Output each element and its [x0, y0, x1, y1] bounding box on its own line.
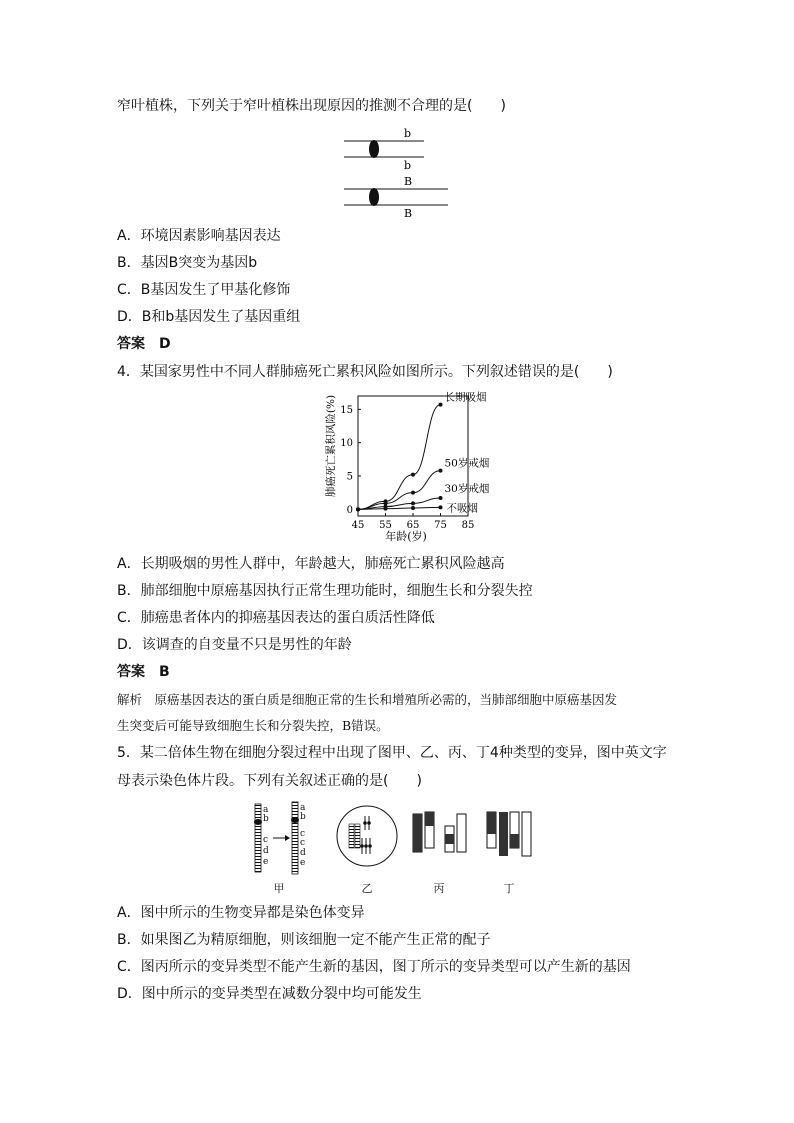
data-point — [411, 473, 415, 477]
panel-label-bing: 丙 — [433, 882, 445, 895]
gene-label-bottom-upper: B — [404, 175, 413, 188]
svg-text:c: c — [300, 829, 306, 839]
q5-stem-line-2: 母表示染色体片段。下列有关叙述正确的是( ) — [117, 773, 422, 789]
svg-text:d: d — [300, 848, 306, 858]
lung-cancer-risk-chart — [318, 388, 490, 548]
data-point — [439, 469, 443, 473]
centromere-top — [369, 140, 379, 158]
panel-ding — [487, 812, 531, 856]
y-tick-label: 10 — [340, 438, 353, 450]
q5-option-b: B．如果图乙为精原细胞，则该细胞一定不能产生正常的配子 — [117, 932, 491, 948]
q3-option-a: A．环境因素影响基因表达 — [117, 228, 281, 244]
q4-stem: 4．某国家男性中不同人群肺癌死亡累积风险如图所示。下列叙述错误的是( ) — [117, 364, 613, 380]
panel-bing — [413, 812, 466, 852]
series-label: 30岁戒烟 — [444, 483, 490, 495]
q5-option-a: A．图中所示的生物变异都是染色体变异 — [117, 905, 365, 921]
q5-variation-figure — [245, 798, 555, 898]
panel-label-jia: 甲 — [273, 882, 285, 895]
q3-chromosome-figure — [338, 125, 458, 220]
series-label: 50岁戒烟 — [444, 457, 490, 470]
y-tick-label: 5 — [346, 471, 353, 483]
q5-stem-line-1: 5．某二倍体生物在细胞分裂过程中出现了图甲、乙、丙、丁4种类型的变异，图中英文字 — [117, 745, 667, 761]
q4-option-c: C．肺癌患者体内的抑癌基因表达的蛋白质活性降低 — [117, 610, 435, 626]
series-label: 不吸烟 — [446, 502, 478, 515]
q5-option-c: C．图丙所示的变异类型不能产生新的基因，图丁所示的变异类型可以产生新的基因 — [117, 959, 631, 975]
q4-analysis-line-1: 解析 原癌基因表达的蛋白质是细胞正常的生长和增殖所必需的，当肺部细胞中原癌基因发 — [117, 692, 618, 707]
q3-stem: 窄叶植株，下列关于窄叶植株出现原因的推测不合理的是( ) — [117, 98, 506, 114]
gene-label-bottom-lower: B — [404, 207, 413, 220]
x-tick-label: 75 — [434, 520, 447, 531]
x-tick-label: 55 — [379, 520, 392, 531]
x-axis-label: 年龄(岁) — [385, 530, 427, 543]
series-label: 长期吸烟 — [444, 391, 487, 404]
series-line — [358, 405, 441, 510]
series-line — [358, 471, 441, 510]
y-axis-label: 肺癌死亡累积风险(%) — [325, 394, 337, 498]
panel-yi — [337, 806, 397, 866]
data-point — [411, 501, 415, 505]
chromosome-jia-right — [292, 802, 298, 874]
x-tick-label: 85 — [461, 520, 475, 531]
panel-label-yi: 乙 — [361, 882, 373, 895]
y-tick-label: 15 — [340, 404, 353, 416]
chromosome-jia-left — [255, 804, 261, 872]
x-tick-label: 45 — [351, 520, 365, 531]
data-point — [411, 491, 415, 495]
gene-label-top-upper: b — [404, 127, 412, 140]
svg-text:d: d — [263, 846, 269, 856]
q3-option-b: B．基因B突变为基因b — [117, 255, 258, 271]
data-point — [439, 496, 443, 500]
data-point — [384, 507, 388, 511]
q3-option-c: C．B基因发生了甲基化修饰 — [117, 282, 291, 298]
data-point — [439, 505, 443, 509]
data-point — [439, 403, 443, 407]
data-point — [411, 506, 415, 510]
gene-label-top-lower: b — [404, 159, 412, 172]
q4-option-b: B．肺部细胞中原癌基因执行正常生理功能时，细胞生长和分裂失控 — [117, 583, 533, 599]
centromere-bottom — [369, 188, 379, 206]
q3-answer: 答案 D — [117, 336, 171, 352]
plot-frame — [358, 396, 468, 516]
svg-text:e: e — [300, 858, 306, 868]
q4-option-d: D．该调查的自变量不只是男性的年龄 — [117, 637, 352, 653]
x-tick-label: 65 — [406, 520, 420, 531]
q4-analysis-line-2: 生突变后可能导致细胞生长和分裂失控，B错误。 — [117, 718, 389, 733]
cell-circle — [337, 806, 397, 866]
svg-text:b: b — [263, 814, 269, 824]
panel-label-ding: 丁 — [503, 882, 515, 895]
q3-option-d: D．B和b基因发生了基因重组 — [117, 309, 301, 325]
panel-jia — [254, 802, 306, 874]
y-tick-label: 0 — [346, 504, 353, 516]
data-point — [356, 507, 360, 511]
svg-text:e: e — [263, 857, 269, 867]
svg-text:a: a — [263, 805, 269, 815]
svg-text:c: c — [263, 835, 269, 845]
q5-option-d: D．图中所示的变异类型在减数分裂中均可能发生 — [117, 986, 422, 1002]
q4-option-a: A．长期吸烟的男性人群中，年龄越大，肺癌死亡累积风险越高 — [117, 556, 505, 572]
q4-answer: 答案 B — [117, 664, 170, 680]
svg-text:a: a — [300, 803, 306, 813]
svg-text:c: c — [300, 838, 306, 848]
svg-text:b: b — [300, 812, 306, 822]
